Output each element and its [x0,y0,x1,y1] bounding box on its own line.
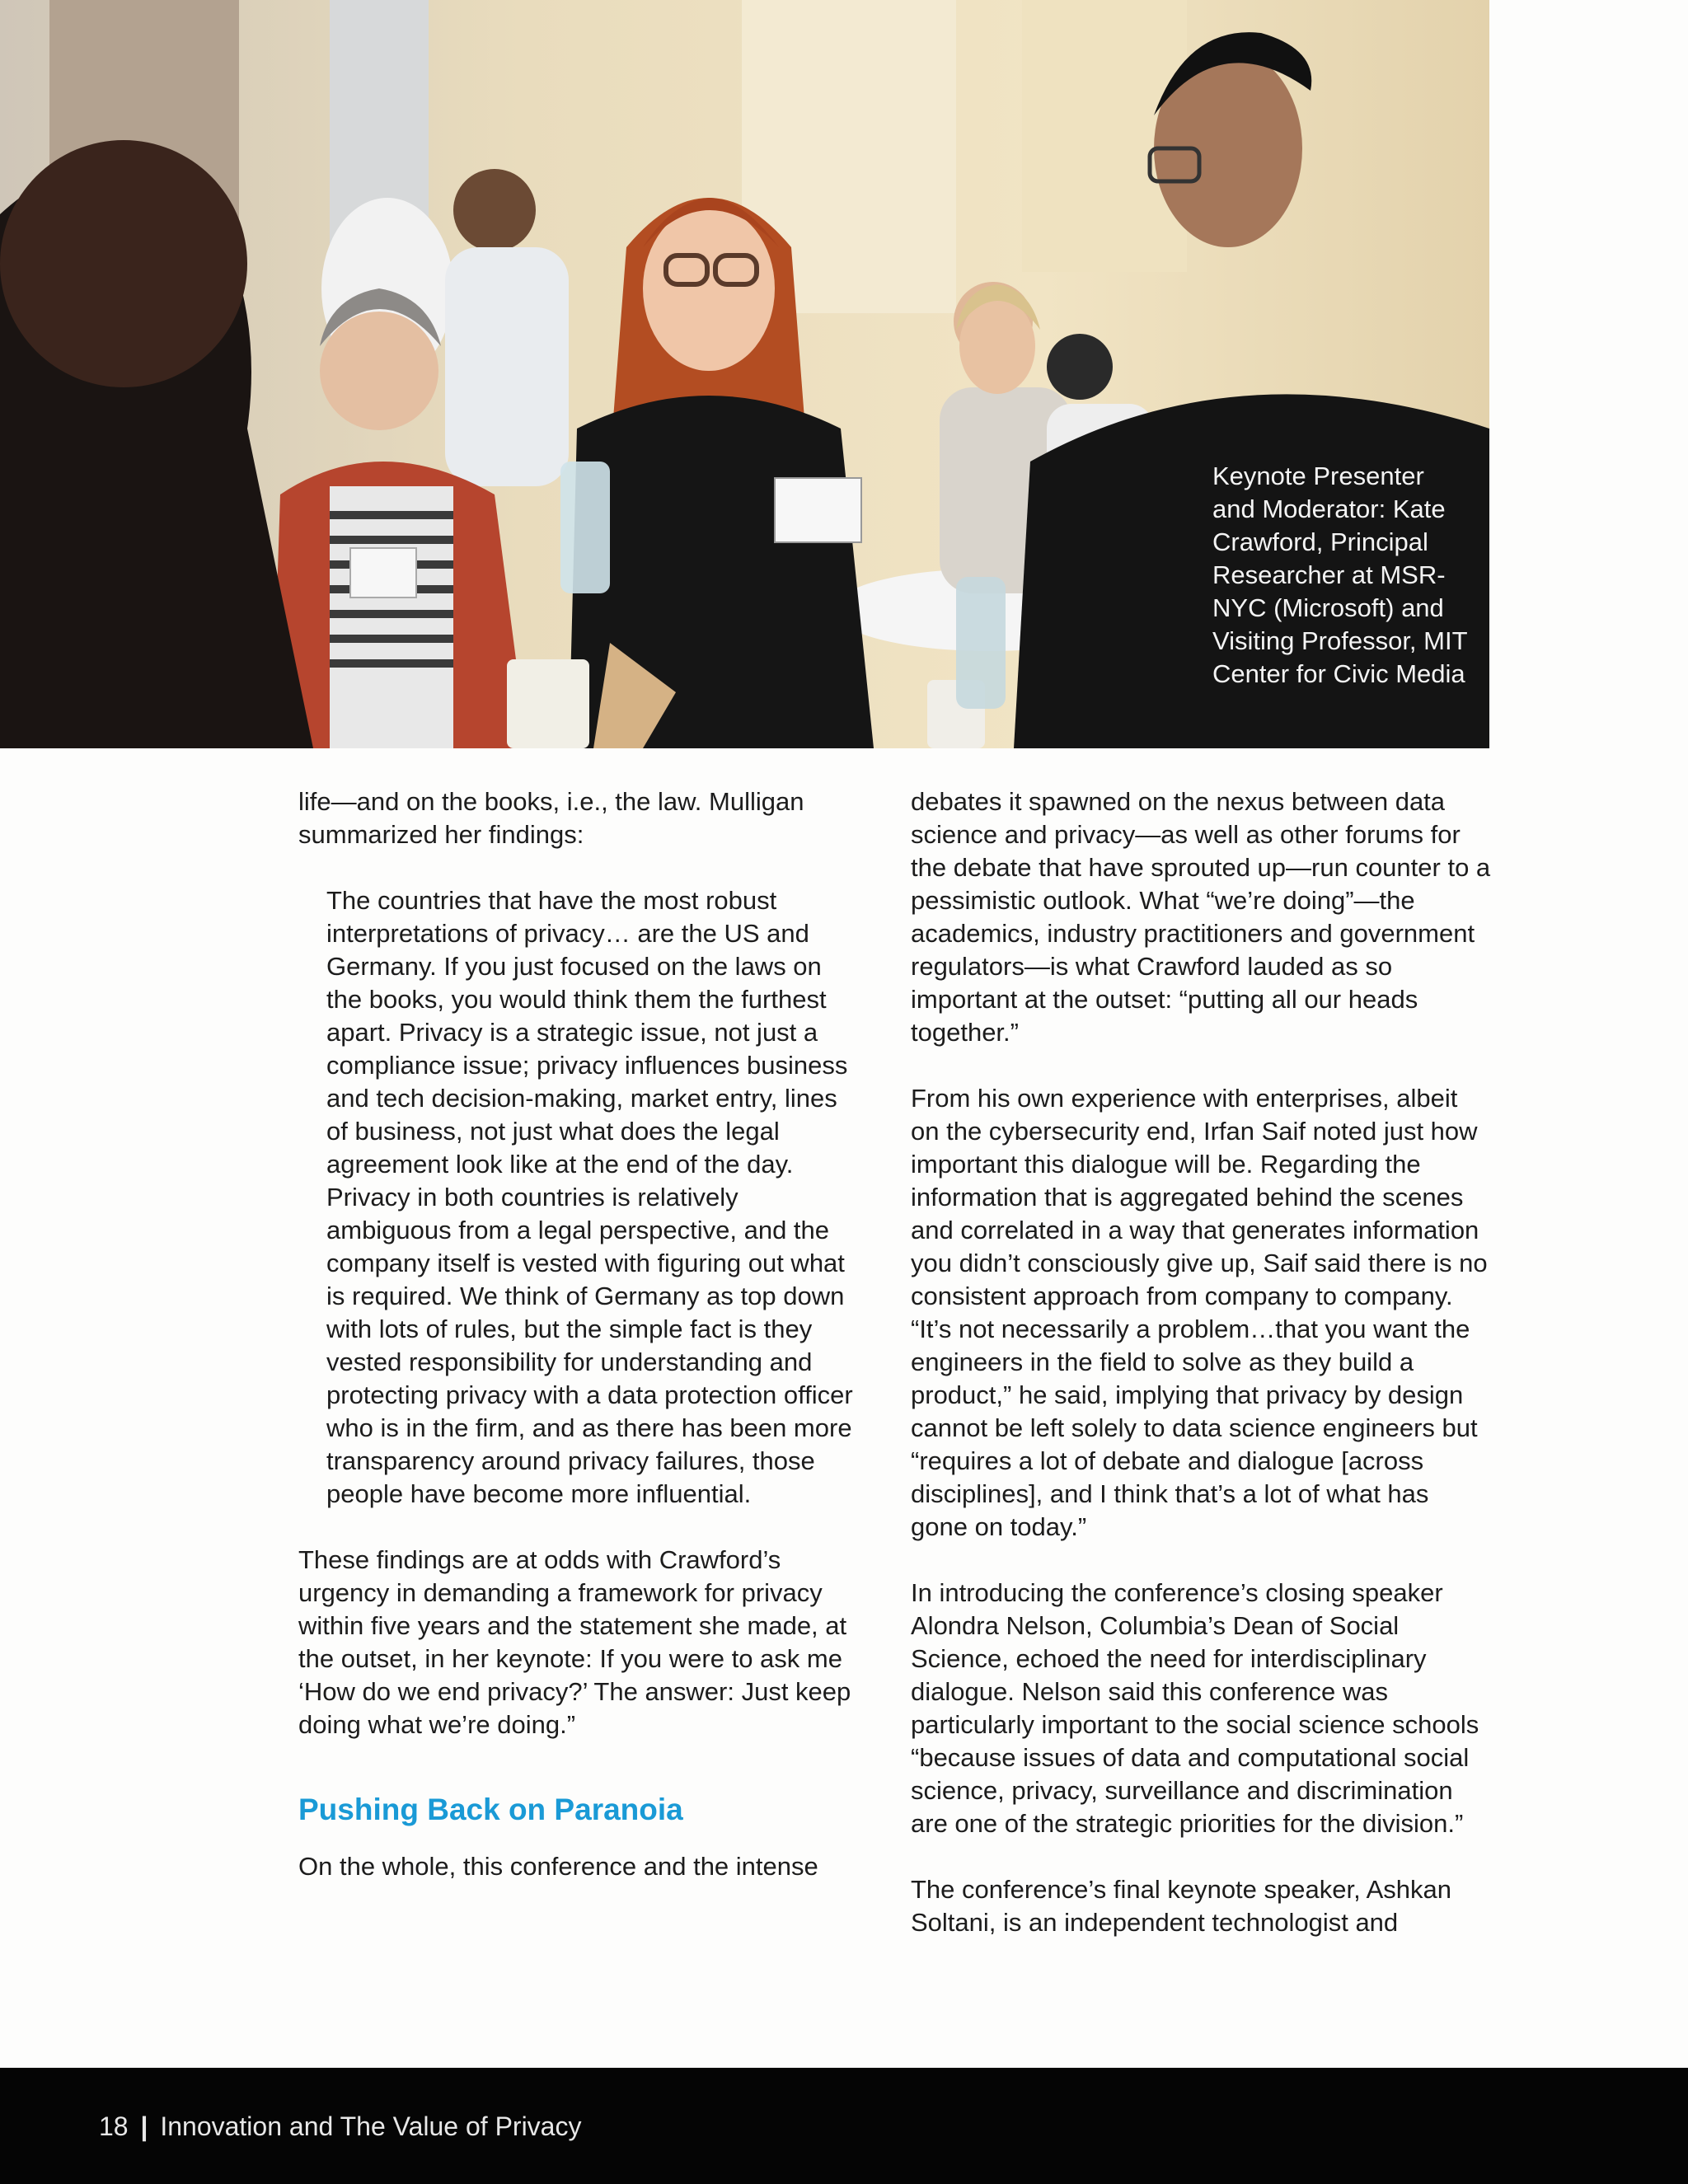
left-column [298,785,859,1916]
photo-caption: Keynote Presenter and Moderator: Kate Crawford, Principal Researcher at MSR-NYC (Microsoft) and Visiting Professor, MIT Center for Civic Media [1212,462,1467,688]
body-paragraph: On the whole, this conference and the intense [298,1852,818,1881]
block-quote: The countries that have the most robust interpretations of privacy… are the US and Germany. If you just focused on the laws on the books, you would think them the furthest apart. Privacy is a strategic issue, not just a compliance issue; privacy influences business and tech decision-making, market entry, lines of business, not just what does the legal agreement look like at the end of the day. Privacy in both countries is relatively ambiguous from a legal perspective, and the company itself is vested with figuring out what is required. We think of Germany as top down with lots of rules, but the simple fact is they vested responsibility for understanding and protecting privacy with a data protection officer who is in the firm, and as there has been more transparency around privacy failures, those people have become more influential. [326,886,853,1508]
section-heading: Pushing Back on Paranoia [298,1793,683,1826]
right-column [911,785,1492,1972]
body-paragraph: debates it spawned on the nexus between data science and privacy—as well as other forums for the debate that have sprouted up—run counter to a pessimistic outlook. What “we’re doing”—the academics, industry practitioners and government regulators—is what Crawford lauded as so important at the outset: “putting all our heads together.” [911,787,1491,1047]
body-paragraph: In introducing the conference’s closing speaker Alondra Nelson, Columbia’s Dean of Social Science, echoed the need for interdisciplinary dialogue. Nelson said this conference was particularly important to the social science schools “because issues of data and computational social science, privacy, surveillance and discrimination are one of the strategic priorities for the division.” [911,1578,1479,1838]
footer-text [99,2110,581,2143]
body-paragraph: These findings are at odds with Crawford’s urgency in demanding a framework for privacy within five years and the statement she made, at the outset, in her keynote: If you were to ask me ‘How do we end privacy?’ The answer: Just keep doing what we’re doing.” [298,1545,851,1739]
footer-separator: | [140,2111,148,2141]
body-paragraph: life—and on the books, i.e., the law. Mulligan summarized her findings: [298,787,804,849]
publication-title: Innovation and The Value of Privacy [160,2111,582,2141]
hero-photo [0,0,1489,748]
body-paragraph: From his own experience with enterprises, albeit on the cybersecurity end, Irfan Saif noted just how important this dialogue will be. Regarding the information that is aggregated behind the scenes and correlated in a way that generates information you didn’t consciously give up, Saif said there is no consistent approach from company to company. “It’s not necessarily a problem…that you want the engineers in the field to solve as they build a product,” he said, implying that privacy by design cannot be left solely to data science engineers but “requires a lot of debate and dialogue [across disciplines], and I think that’s a lot of what has gone on today.” [911,1084,1488,1541]
body-paragraph: The conference’s final keynote speaker, Ashkan Soltani, is an independent technologist and [911,1875,1452,1937]
page-number: 18 [99,2111,129,2141]
page-footer [0,2068,1688,2184]
